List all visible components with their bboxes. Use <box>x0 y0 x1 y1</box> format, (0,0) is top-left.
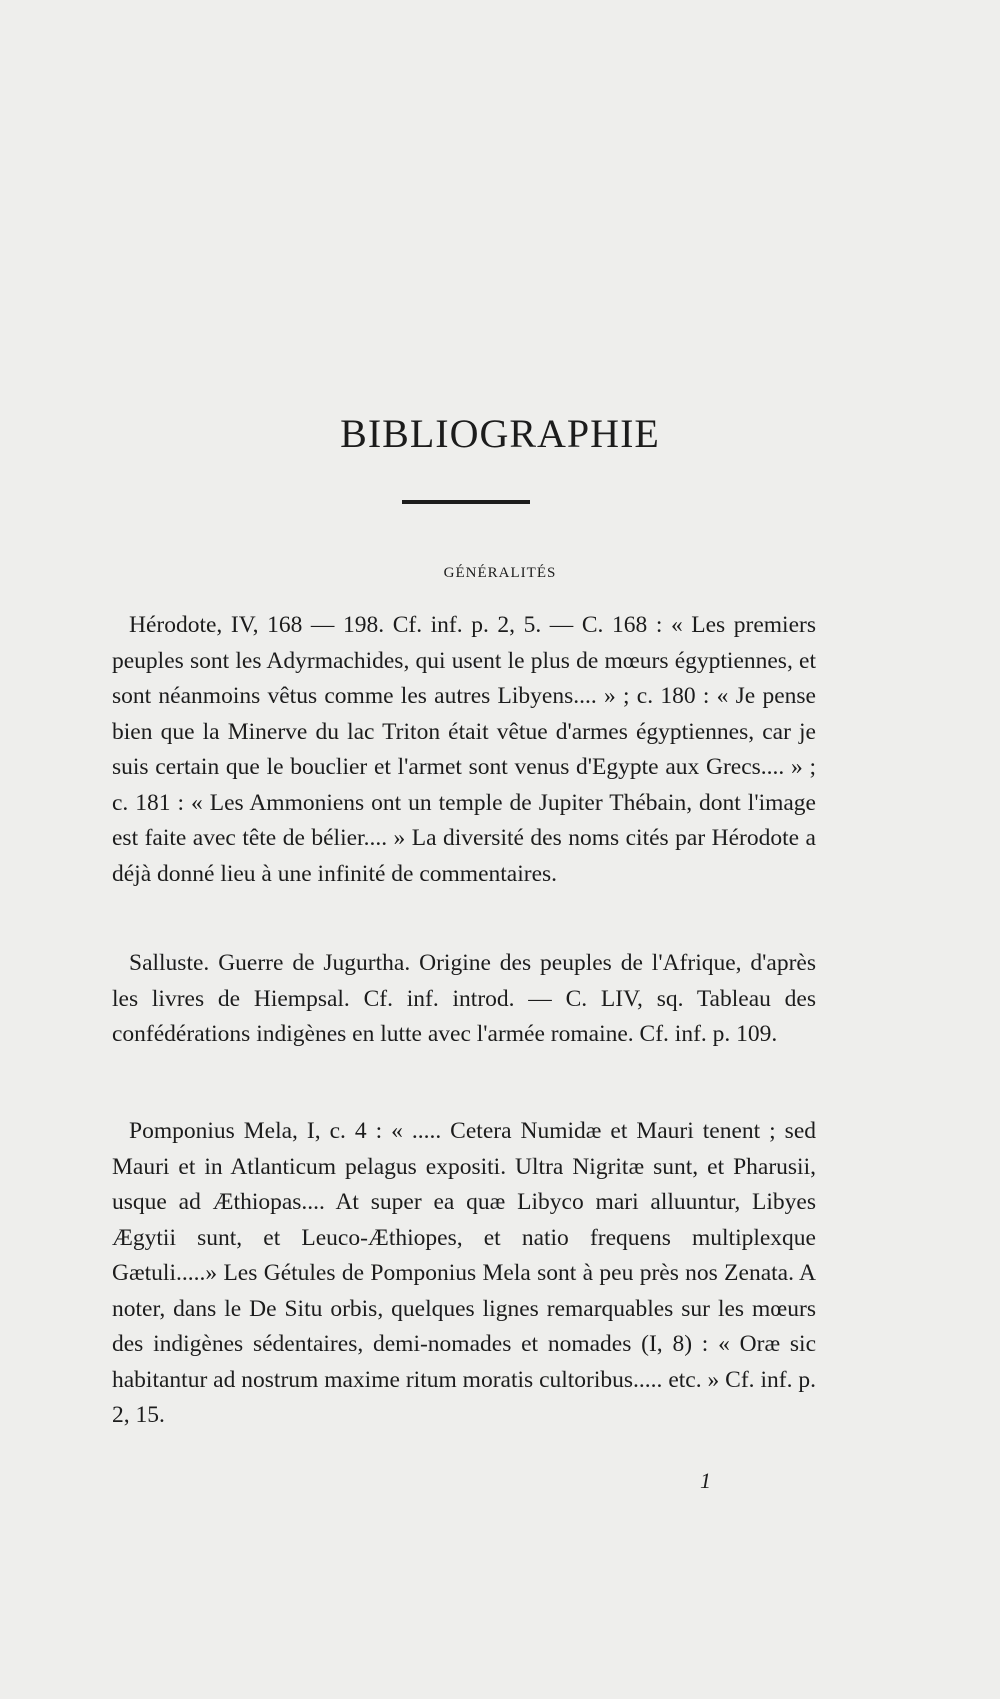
paragraph-herodote: Hérodote, IV, 168 — 198. Cf. inf. p. 2, 5. — C. 168 : « Les premiers peuples sont les Adyrmachides, qui usent le plus de mœurs égyptiennes, et sont néanmoins vêtus comme les autres Libyens.... » ; c. 180 : « Je pense bien que la Minerve du lac Triton était vêtue d'armes égyptiennes, car je suis certain que le bouclier et l'armet sont venus d'Egypte aux Grecs.... » ; c. 181 : « Les Ammoniens ont un temple de Jupiter Thébain, dont l'image est faite avec tête de bélier.... » La diversité des noms cités par Hérodote a déjà donné lieu à une infinité de commentaires. <box>112 612 816 887</box>
paragraph-pomponius-mela: Pomponius Mela, I, c. 4 : « ..... Cetera Numidæ et Mauri tenent ; sed Mauri et in Atlanticum pelagus expositi. Ultra Nigritæ sunt, et Pharusii, usque ad Æthiopas.... At super ea quæ Libyco mari alluuntur, Libyes Ægytii sunt, et Leuco-Æthiopes, et natio frequens multiplexque Gætuli.....» Les Gétules de Pomponius Mela sont à peu près nos Zenata. A noter, dans le De Situ orbis, quelques lignes remarquables sur les mœurs des indigènes sédentaires, demi-nomades et nomades (I, 8) : « Oræ sic habitantur ad nostrum maxime ritum moratis cultoribus..... etc. » Cf. inf. p. 2, 15. <box>112 1118 816 1428</box>
title-divider <box>402 500 530 504</box>
page-title: BIBLIOGRAPHIE <box>340 411 660 456</box>
paragraph-salluste: Salluste. Guerre de Jugurtha. Origine des peuples de l'Afrique, d'après les livres de Hiempsal. Cf. inf. introd. — C. LIV, sq. Tableau des confédérations indigènes en lutte avec l'armée romaine. Cf. inf. p. 109. <box>112 950 816 1047</box>
section-heading: GÉNÉRALITÉS <box>443 565 557 581</box>
page-number: 1 <box>700 1468 711 1493</box>
